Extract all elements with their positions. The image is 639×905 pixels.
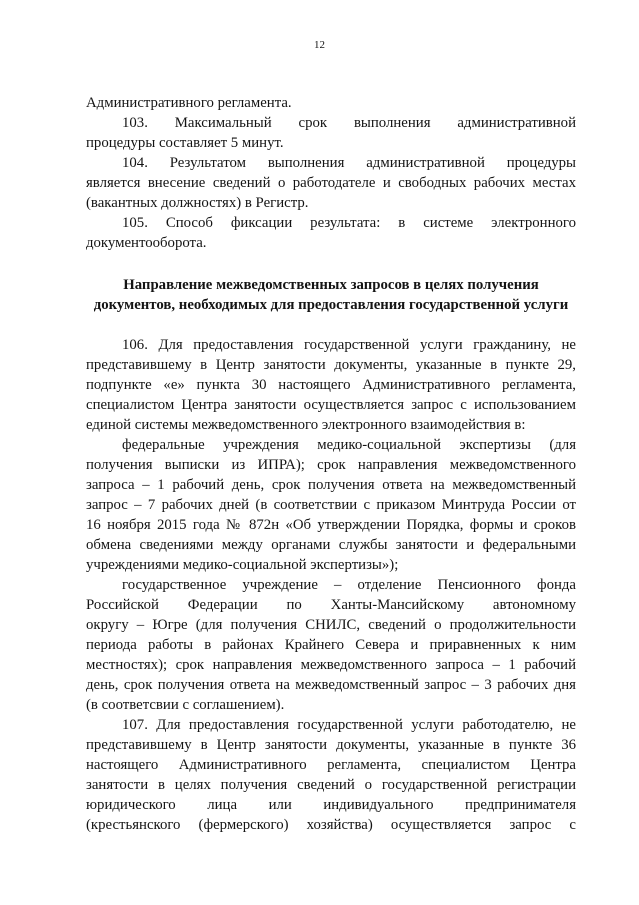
- text-line: обмена сведениями между органами службы занятости и федеральными: [86, 537, 576, 553]
- text-line: местностях); срок направления межведомственного запроса – 1 рабочий: [86, 657, 576, 673]
- text-line: получения выписки из ИПРА); срок направления межведомственного: [86, 457, 576, 473]
- text-line: представившему в Центр занятости документы, указанные в пункте 29,: [86, 357, 576, 373]
- text-line: процедуры составляет 5 минут.: [86, 135, 284, 151]
- section-heading: [86, 275, 576, 315]
- text-line: 103. Максимальный срок выполнения административной: [122, 115, 576, 131]
- text-line: запрос – 7 рабочих дней (в соответствии с приказом Минтруда России от: [86, 497, 576, 513]
- text-line: Российской Федерации по Ханты-Мансийскому автономному: [86, 597, 576, 613]
- text-line: учреждениями медико-социальной экспертизы»);: [86, 557, 399, 573]
- text-line: государственное учреждение – отделение Пенсионного фонда: [122, 577, 576, 593]
- text-line: 16 ноября 2015 года № 872н «Об утверждении Порядка, формы и сроков: [86, 517, 576, 533]
- text-line: юридического лица или индивидуального предпринимателя: [86, 797, 576, 813]
- text-line: федеральные учреждения медико-социальной экспертизы (для: [122, 437, 576, 453]
- paragraphs-103-105: [86, 93, 576, 253]
- paragraphs-106-107: [86, 335, 576, 835]
- text-line: периода работы в районах Крайнего Севера и приравненных к ним: [86, 637, 576, 653]
- text-line: (крестьянского (фермерского) хозяйства) осуществляется запрос с: [86, 817, 576, 833]
- text-line: 104. Результатом выполнения административной процедуры: [122, 155, 576, 171]
- text-line: представившему в Центр занятости документы, указанные в пункте 36: [86, 737, 576, 753]
- heading-line: документов, необходимых для предоставления государственной услуги: [93, 297, 569, 313]
- text-line: округу – Югре (для получения СНИЛС, сведений о продолжительности: [86, 617, 576, 633]
- text-line: запроса – 1 рабочий день, срок получения ответа на межведомственный: [86, 477, 576, 493]
- text-line: документооборота.: [86, 235, 207, 251]
- text-line: является внесение сведений о работодателе и свободных рабочих местах: [86, 175, 576, 191]
- text-line: занятости в целях получения сведений о государственной регистрации: [86, 777, 576, 793]
- text-line: 106. Для предоставления государственной услуги гражданину, не: [122, 337, 576, 353]
- text-line: подпункте «е» пункта 30 настоящего Административного регламента,: [86, 377, 576, 393]
- text-line: настоящего Административного регламента, специалистом Центра: [86, 757, 576, 773]
- page-number: 12: [314, 39, 325, 51]
- text-line: 105. Способ фиксации результата: в системе электронного: [122, 215, 576, 231]
- text-line: единой системы межведомственного электронного взаимодействия в:: [86, 417, 526, 433]
- text-line: 107. Для предоставления государственной услуги работодателю, не: [122, 717, 576, 733]
- text-line: день, срок получения ответа на межведомственный запрос – 3 рабочих дня: [86, 677, 576, 693]
- text-line: Административного регламента.: [86, 95, 292, 111]
- heading-line: Направление межведомственных запросов в целях получения: [123, 277, 539, 293]
- text-line: (в соответсвии с соглашением).: [86, 697, 285, 713]
- text-line: специалистом Центра занятости осуществляется запрос с использованием: [86, 397, 576, 413]
- text-line: (вакантных должностях) в Регистр.: [86, 195, 309, 211]
